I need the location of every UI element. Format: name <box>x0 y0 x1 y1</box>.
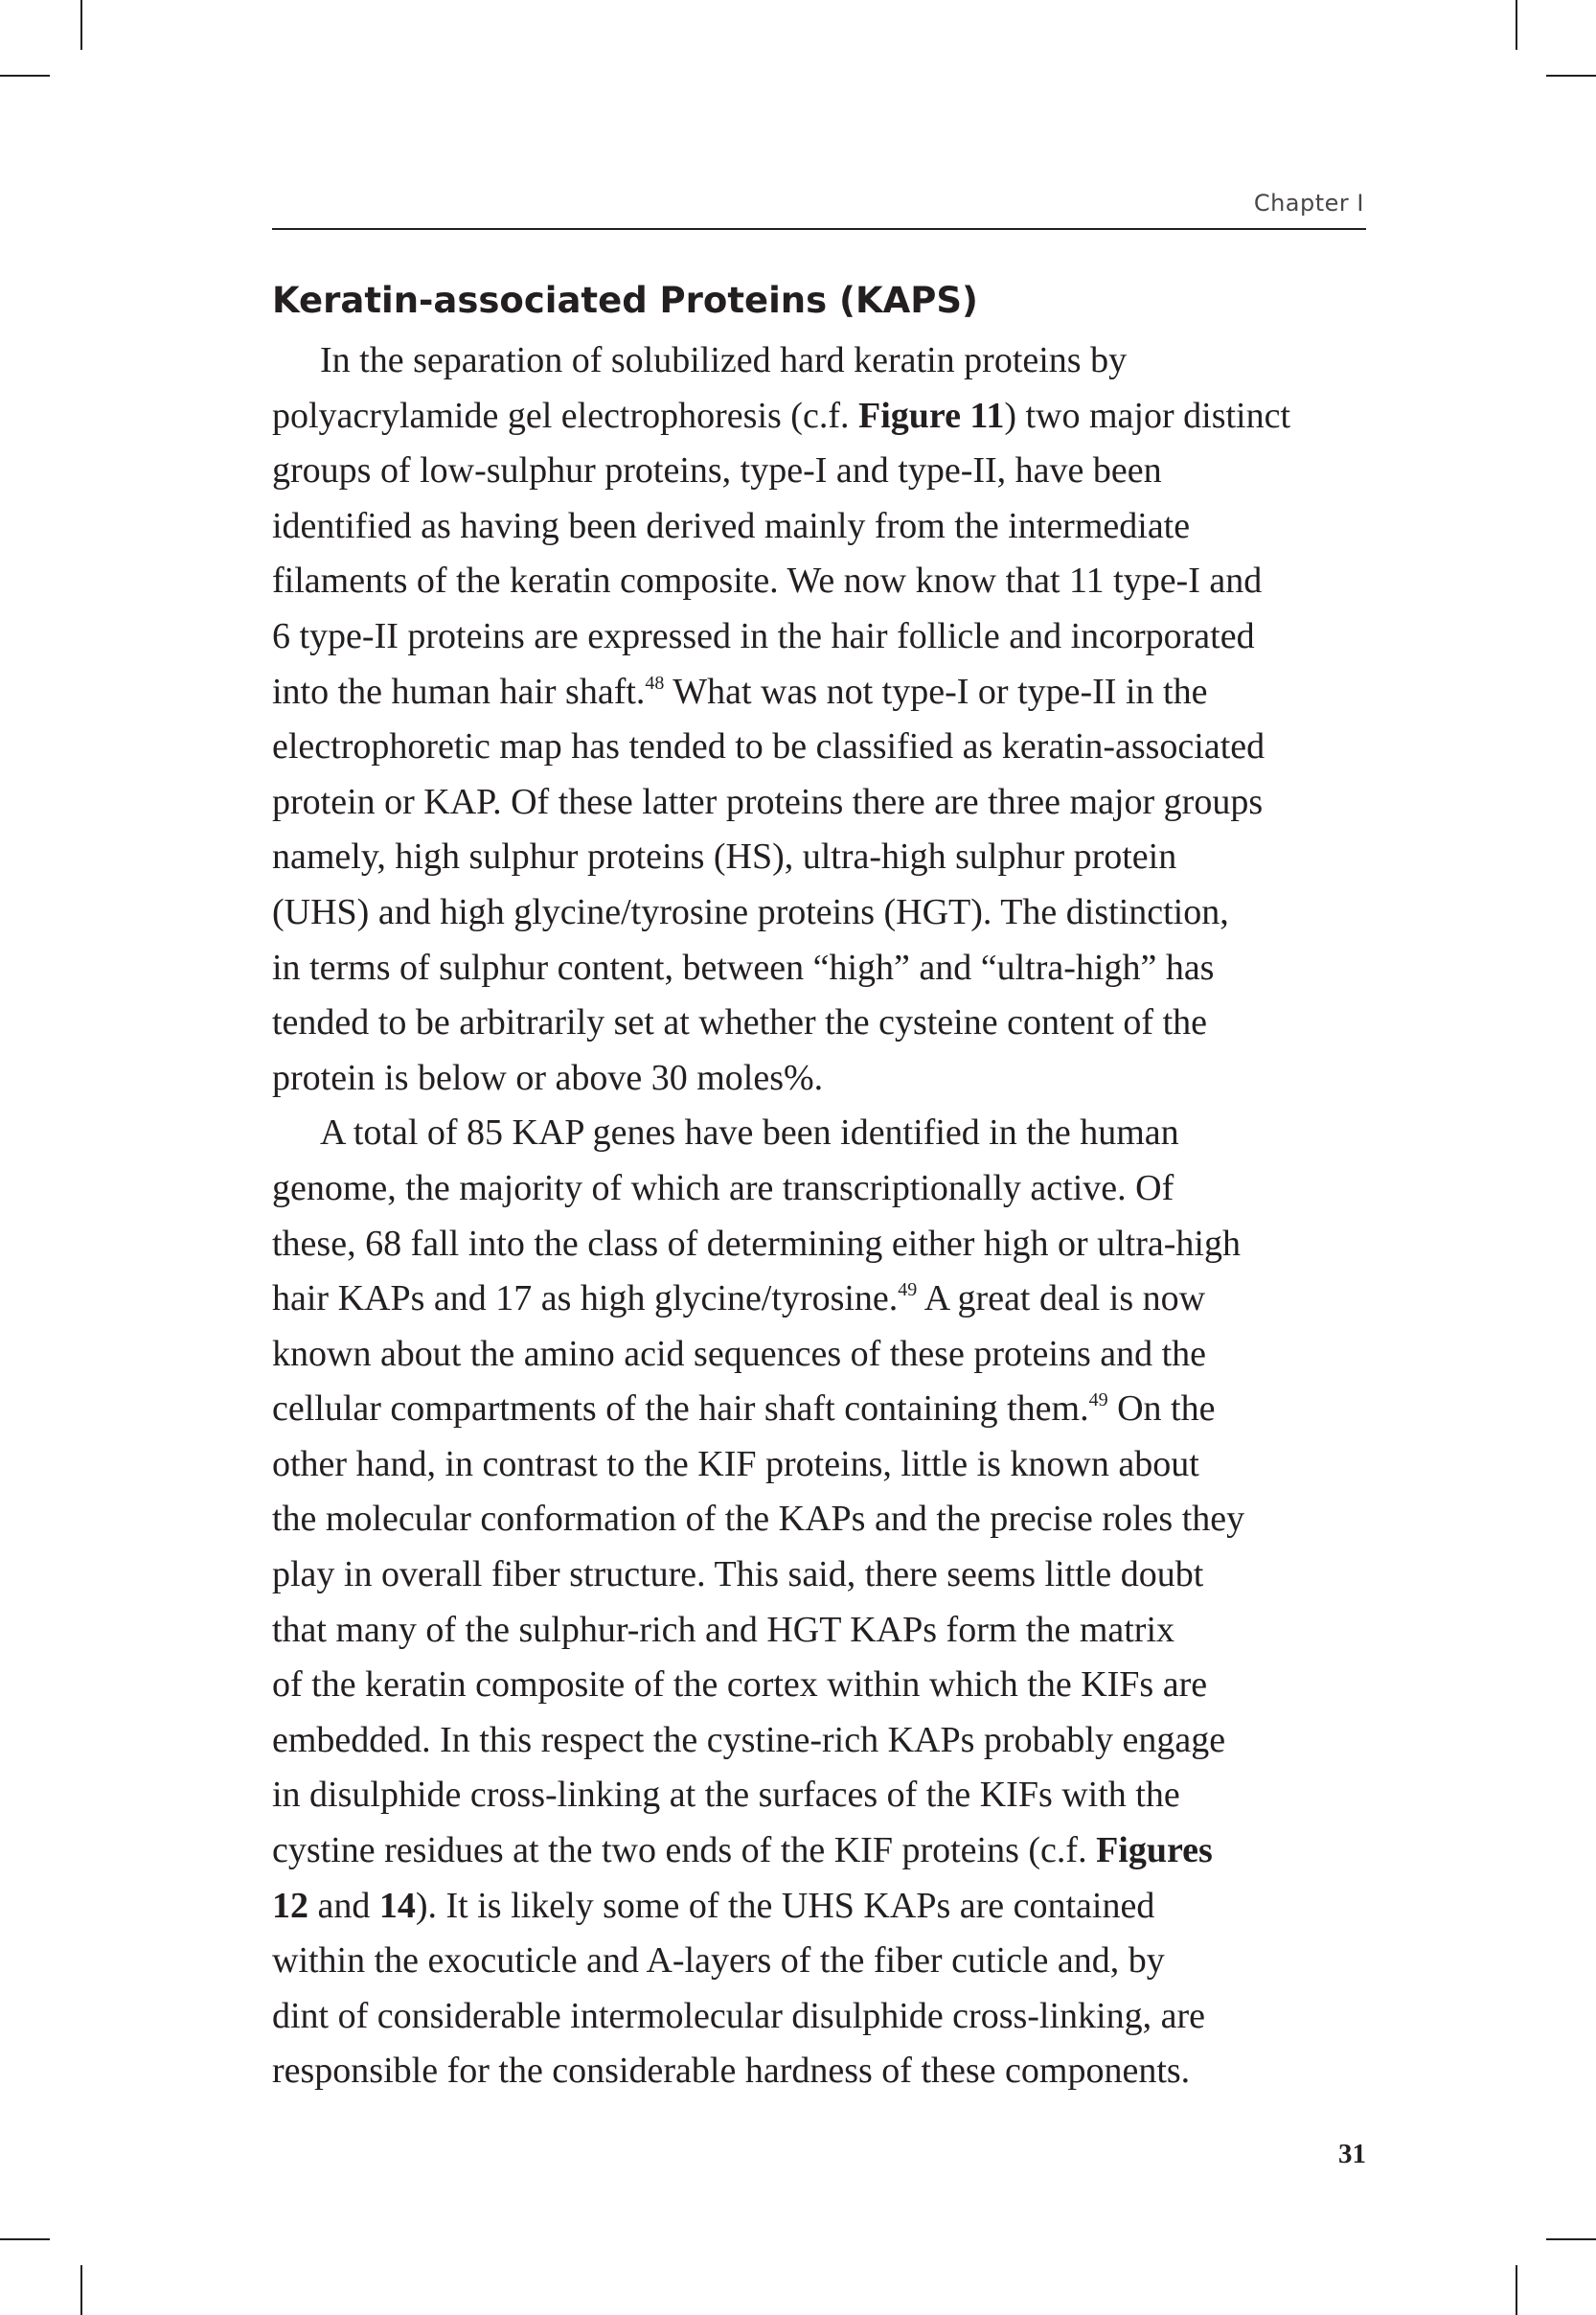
text-run: groups of low-sulphur proteins, type-I and type-II, have been <box>272 450 1162 492</box>
text-run: tended to be arbitrarily set at whether the cysteine content of the <box>272 1002 1208 1043</box>
body-text <box>272 333 1366 2099</box>
text-line <box>272 1217 1366 1272</box>
text-run: What was not type-I or type-II in the <box>664 671 1208 712</box>
figure-reference: Figure 11 <box>857 395 1005 436</box>
citation-superscript: 48 <box>645 672 665 694</box>
text-run: cellular compartments of the hair shaft containing them. <box>272 1388 1089 1430</box>
text-line <box>272 1272 1366 1327</box>
text-run: in terms of sulphur content, between “high” and “ultra-high” has <box>272 947 1215 988</box>
text-line <box>272 554 1366 609</box>
text-run: and <box>308 1885 379 1926</box>
text-run: ) two major distinct <box>1004 395 1291 436</box>
text-run: A total of 85 KAP genes have been identified in the human <box>320 1112 1179 1154</box>
text-line <box>272 444 1366 499</box>
text-run: other hand, in contrast to the KIF proteins, little is known about <box>272 1443 1199 1484</box>
crop-mark-top-left-vertical <box>80 0 82 50</box>
text-run: these, 68 fall into the class of determining either high or ultra-high <box>272 1223 1241 1264</box>
text-run: genome, the majority of which are transcriptionally active. Of <box>272 1167 1174 1208</box>
text-run: protein or KAP. Of these latter proteins there are three major groups <box>272 781 1264 822</box>
text-line <box>272 1161 1366 1217</box>
text-run: cystine residues at the two ends of the KIF proteins (c.f. <box>272 1830 1097 1871</box>
figure-reference: 14 <box>378 1885 416 1926</box>
text-line <box>272 885 1366 941</box>
text-run: electrophoretic map has tended to be classified as keratin-associated <box>272 726 1265 768</box>
text-line <box>272 333 1366 389</box>
text-line <box>272 720 1366 775</box>
text-line <box>272 1823 1366 1879</box>
text-run: into the human hair shaft. <box>272 671 646 712</box>
text-line <box>272 2044 1366 2099</box>
crop-mark-top-right-horizontal <box>1546 75 1596 77</box>
text-line <box>272 1934 1366 1989</box>
crop-mark-bottom-right-vertical <box>1516 2265 1517 2315</box>
text-run: known about the amino acid sequences of these proteins and the <box>272 1333 1207 1374</box>
text-run: (UHS) and high glycine/tyrosine proteins (HGT). The distinction, <box>272 891 1229 932</box>
text-run: embedded. In this respect the cystine-rich KAPs probably engage <box>272 1719 1226 1760</box>
section-heading: Keratin-associated Proteins (KAPS) <box>272 280 978 321</box>
text-line <box>272 1603 1366 1659</box>
text-run: identified as having been derived mainly from the intermediate <box>272 505 1191 546</box>
citation-superscript: 49 <box>898 1279 918 1301</box>
text-run: filaments of the keratin composite. We now know that 11 type-I and <box>272 561 1263 602</box>
text-run: of the keratin composite of the cortex within which the KIFs are <box>272 1664 1208 1706</box>
text-line <box>272 1547 1366 1603</box>
text-run: responsible for the considerable hardness of these components. <box>272 2051 1191 2092</box>
text-line <box>272 941 1366 997</box>
text-line <box>272 1327 1366 1383</box>
text-run: play in overall fiber structure. This said, there seems little doubt <box>272 1554 1204 1595</box>
text-line <box>272 609 1366 665</box>
page-number: 31 <box>1338 2139 1366 2169</box>
text-run: within the exocuticle and A-layers of the fiber cuticle and, by <box>272 1940 1165 1982</box>
text-line <box>272 1768 1366 1823</box>
text-line <box>272 1437 1366 1493</box>
text-line <box>272 1989 1366 2045</box>
text-line <box>272 830 1366 885</box>
text-line <box>272 665 1366 721</box>
text-line <box>272 1382 1366 1437</box>
text-run: In the separation of solubilized hard keratin proteins by <box>320 340 1128 380</box>
crop-mark-bottom-left-vertical <box>80 2265 82 2315</box>
text-line <box>272 499 1366 555</box>
text-run: in disulphide cross-linking at the surfaces of the KIFs with the <box>272 1775 1180 1816</box>
text-run: 6 type-II proteins are expressed in the hair follicle and incorporated <box>272 615 1255 656</box>
text-line <box>272 389 1366 445</box>
text-run: the molecular conformation of the KAPs and the precise roles they <box>272 1499 1245 1540</box>
figure-reference: 12 <box>272 1885 308 1926</box>
figure-reference: Figures <box>1096 1830 1213 1871</box>
crop-mark-top-left-horizontal <box>0 75 50 77</box>
text-run: dint of considerable intermolecular disulphide cross-linking, are <box>272 1995 1205 2036</box>
text-run: hair KAPs and 17 as high glycine/tyrosine. <box>272 1278 899 1319</box>
text-line <box>272 1658 1366 1713</box>
text-line <box>272 1492 1366 1547</box>
text-run: A great deal is now <box>917 1278 1206 1319</box>
crop-mark-bottom-left-horizontal <box>0 2238 50 2240</box>
text-run: that many of the sulphur-rich and HGT KAPs form the matrix <box>272 1609 1175 1650</box>
text-line <box>272 1106 1366 1161</box>
text-run: namely, high sulphur proteins (HS), ultra-high sulphur protein <box>272 837 1177 878</box>
text-line <box>272 1051 1366 1107</box>
crop-mark-top-right-vertical <box>1516 0 1517 50</box>
citation-superscript: 49 <box>1088 1389 1108 1411</box>
running-head-text: Chapter I <box>1253 190 1364 217</box>
text-line <box>272 1713 1366 1769</box>
running-head <box>272 190 1366 230</box>
text-line <box>272 996 1366 1051</box>
text-line <box>272 775 1366 831</box>
text-run: polyacrylamide gel electrophoresis (c.f. <box>272 395 858 436</box>
text-run: On the <box>1107 1388 1216 1430</box>
text-run: ). It is likely some of the UHS KAPs are contained <box>415 1885 1155 1926</box>
crop-mark-bottom-right-horizontal <box>1546 2238 1596 2240</box>
text-run: protein is below or above 30 moles%. <box>272 1057 824 1098</box>
text-line <box>272 1879 1366 1935</box>
